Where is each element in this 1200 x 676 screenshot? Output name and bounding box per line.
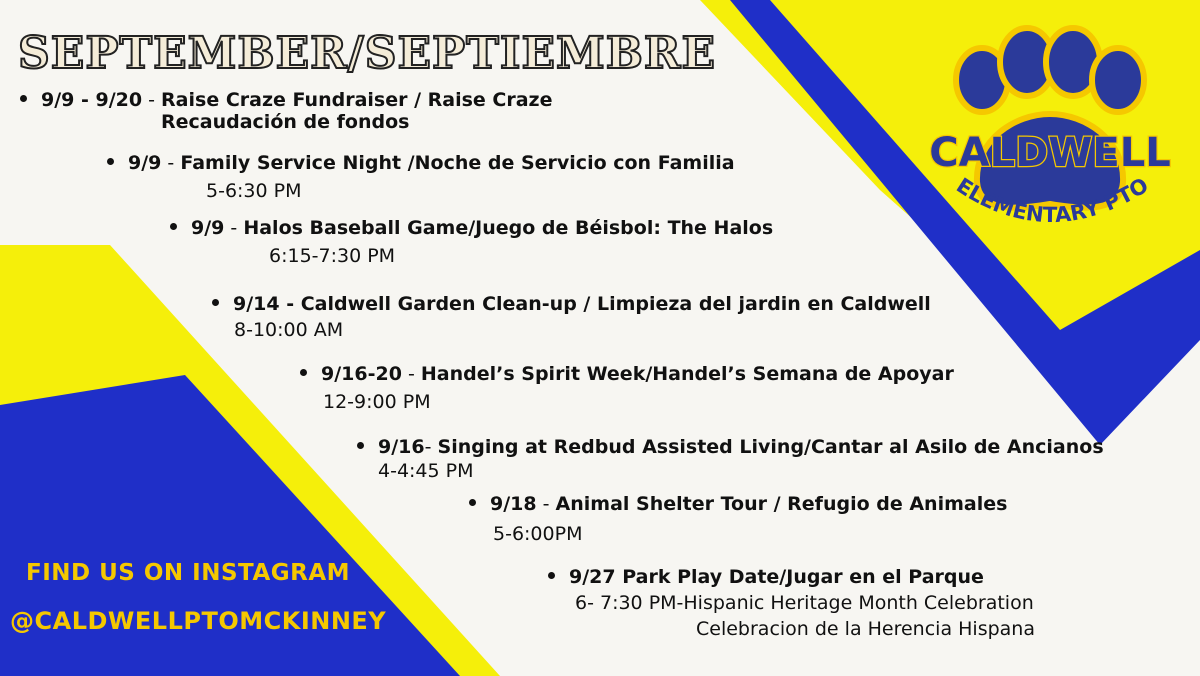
event-date: 9/16-20 xyxy=(321,363,402,385)
event-separator: - xyxy=(401,363,421,385)
event-item xyxy=(469,493,1007,545)
bullet xyxy=(300,369,307,376)
event-date: 9/14 - Caldwell Garden Clean-up / Limpieza del jardin en Caldwell xyxy=(233,293,931,315)
logo-word-elementary-pto: ELEMENTARY PTO xyxy=(952,172,1153,228)
bullet xyxy=(469,499,476,506)
instagram-handle[interactable]: @CALDWELLPTOMCKINNEY xyxy=(10,607,387,635)
event-time: 6:15-7:30 PM xyxy=(269,245,396,267)
bullet xyxy=(107,158,114,165)
event-date: 9/9 xyxy=(128,152,162,174)
instagram-heading: FIND US ON INSTAGRAM xyxy=(26,560,351,586)
logo-word-caldwell: CALDWELL xyxy=(929,130,1171,176)
bullet xyxy=(357,442,364,449)
event-separator: - xyxy=(536,493,556,515)
event-time: 5-6:00PM xyxy=(493,523,583,545)
event-item xyxy=(548,566,1035,640)
event-title: Handel’s Spirit Week/Handel’s Semana de Apoyar xyxy=(420,363,954,385)
caldwell-pto-logo xyxy=(925,22,1175,262)
event-title-line2: Recaudación de fondos xyxy=(161,111,410,133)
event-date: 9/9 xyxy=(191,217,225,239)
event-date: 9/27 Park Play Date/Jugar en el Parque xyxy=(569,566,984,588)
event-item xyxy=(170,217,773,267)
event-title: Halos Baseball Game/Juego de Béisbol: The Halos xyxy=(243,217,774,239)
event-title: Raise Craze Fundraiser / Raise Craze xyxy=(161,89,553,111)
bullet xyxy=(170,223,177,230)
paw-print-icon xyxy=(956,28,1144,208)
event-date: 9/16 xyxy=(378,436,425,458)
event-time: 12-9:00 PM xyxy=(323,391,431,413)
event-date: 9/18 xyxy=(490,493,537,515)
event-time: 5-6:30 PM xyxy=(206,180,302,202)
event-item xyxy=(357,436,1104,482)
event-time-line2: Celebracion de la Herencia Hispana xyxy=(696,618,1035,640)
event-time: 6- 7:30 PM-Hispanic Heritage Month Celebration xyxy=(575,592,1034,614)
event-separator: - xyxy=(224,217,244,239)
page-title: SEPTEMBER/SEPTIEMBRE xyxy=(18,28,717,79)
event-date: 9/9 - 9/20 xyxy=(41,89,143,111)
event-title: Singing at Redbud Assisted Living/Cantar al Asilo de Ancianos xyxy=(437,436,1104,458)
event-title: Family Service Night /Noche de Servicio con Familia xyxy=(180,152,735,174)
event-title: Animal Shelter Tour / Refugio de Animales xyxy=(555,493,1008,515)
event-separator: - xyxy=(424,436,438,458)
event-separator: - xyxy=(142,89,162,111)
bullet xyxy=(20,95,27,102)
event-time: 4-4:45 PM xyxy=(378,460,474,482)
event-item xyxy=(300,363,954,413)
event-time: 8-10:00 AM xyxy=(234,319,344,341)
bullet xyxy=(548,572,555,579)
bullet xyxy=(212,299,219,306)
event-separator: - xyxy=(161,152,181,174)
event-item xyxy=(107,152,735,202)
event-item xyxy=(212,293,931,341)
event-item xyxy=(20,89,553,133)
